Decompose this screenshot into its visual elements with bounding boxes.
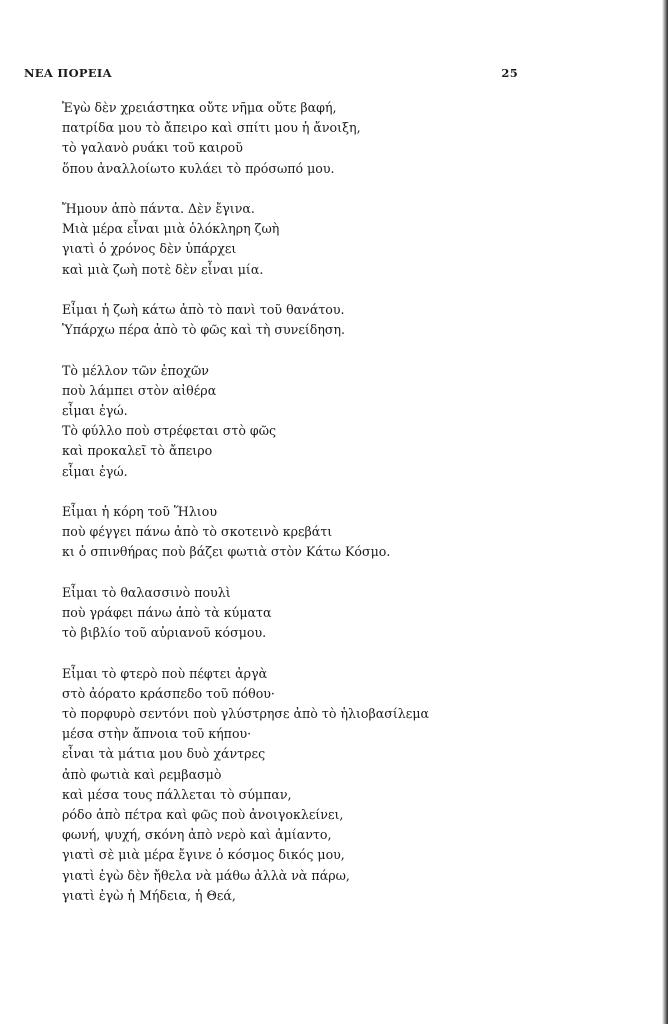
page-number: 25 <box>501 66 518 80</box>
poem-line: ὅπου ἀναλλοίωτο κυλάει τὸ πρόσωπό μου. <box>62 160 335 176</box>
poem-line: Εἶμαι τὸ θαλασσινὸ πουλὶ <box>62 584 231 600</box>
poem-line: ποὺ γράφει πάνω ἀπὸ τὰ κύματα <box>62 605 272 620</box>
poem-line: τὸ βιβλίο τοῦ αὐριανοῦ κόσμου. <box>62 625 267 641</box>
poem-line: γιατὶ ἐγὼ δὲν ἤθελα νὰ μάθω ἀλλὰ νὰ πάρω, <box>62 867 350 883</box>
poem-line: εἶμαι ἐγώ. <box>62 463 128 479</box>
poem-line: τὸ γαλανὸ ρυάκι τοῦ καιροῦ <box>62 140 243 156</box>
stanza <box>62 583 622 644</box>
poem-line: Ἐγὼ δὲν χρειάστηκα οὔτε νῆμα οὔτε βαφή, <box>62 100 337 115</box>
poem-line: φωνή, ψυχή, σκόνη ἀπὸ νερὸ καὶ ἀμίαντο, <box>62 827 332 843</box>
poem-line: γιατὶ ἐγὼ ἡ Μήδεια, ἡ Θεά, <box>62 887 236 903</box>
poem-line: ρόδο ἀπὸ πέτρα καὶ φῶς ποὺ ἀνοιγοκλείνει, <box>62 807 344 823</box>
poem-line: Τὸ μέλλον τῶν ἐποχῶν <box>62 362 209 378</box>
stanza <box>62 300 622 340</box>
poem-line: στὸ ἀόρατο κράσπεδο τοῦ πόθου· <box>62 685 275 701</box>
poem-line: κι ὁ σπινθήρας ποὺ βάζει φωτιὰ στὸν Κάτω Κόσμο. <box>62 544 391 560</box>
page-header <box>24 66 518 80</box>
poem-line: ἀπὸ φωτιὰ καὶ ρεμβασμὸ <box>62 766 222 782</box>
poem-line: Ἤμουν ἀπὸ πάντα. Δὲν ἔγινα. <box>62 201 255 216</box>
journal-title: ΝΕΑ ΠΟΡΕΙΑ <box>24 66 112 80</box>
poem-line: γιατὶ σὲ μιὰ μέρα ἔγινε ὁ κόσμος δικός μου, <box>62 847 345 863</box>
poem-line: καὶ μέσα τους πάλλεται τὸ σύμπαν, <box>62 786 292 802</box>
stanza <box>62 361 622 482</box>
poem-line: Ὑπάρχω πέρα ἀπὸ τὸ φῶς καὶ τὴ συνείδηση. <box>62 322 346 338</box>
poem-line: καὶ μιὰ ζωὴ ποτὲ δὲν εἶναι μία. <box>62 261 264 277</box>
poem-line: εἶναι τὰ μάτια μου δυὸ χάντρες <box>62 746 266 762</box>
poem-line: τὸ πορφυρὸ σεντόνι ποὺ γλύστρησε ἀπὸ τὸ ἡλιοβασίλεμα <box>62 706 430 721</box>
poem-line: Μιὰ μέρα εἶναι μιὰ ὁλόκληρη ζωὴ <box>62 221 280 237</box>
poem-line: Τὸ φύλλο ποὺ στρέφεται στὸ φῶς <box>62 423 277 439</box>
stanza <box>62 664 622 906</box>
poem-line: μέσα στὴν ἄπνοια τοῦ κήπου· <box>62 726 252 742</box>
poem-line: Εἶμαι ἡ κόρη τοῦ Ἥλιου <box>62 504 217 519</box>
poem-line: γιατὶ ὁ χρόνος δὲν ὑπάρχει <box>62 241 237 257</box>
page-edge-shadow <box>662 0 668 1024</box>
stanza <box>62 98 622 179</box>
poem-line: πατρίδα μου τὸ ἄπειρο καὶ σπίτι μου ἡ ἄνοιξη, <box>62 120 361 136</box>
poem-line: Εἶμαι ἡ ζωὴ κάτω ἀπὸ τὸ πανὶ τοῦ θανάτου. <box>62 302 345 317</box>
poem-line: ποὺ λάμπει στὸν αἰθέρα <box>62 382 217 398</box>
stanza <box>62 502 622 563</box>
poem-line: Εἶμαι τὸ φτερὸ ποὺ πέφτει ἀργὰ <box>62 665 268 681</box>
poem-line: καὶ προκαλεῖ τὸ ἄπειρο <box>62 443 213 459</box>
poem-line: εἶμαι ἐγώ. <box>62 403 128 418</box>
stanza <box>62 199 622 280</box>
poem-body <box>62 98 622 926</box>
poem-line: ποὺ φέγγει πάνω ἀπὸ τὸ σκοτεινὸ κρεβάτι <box>62 524 333 540</box>
